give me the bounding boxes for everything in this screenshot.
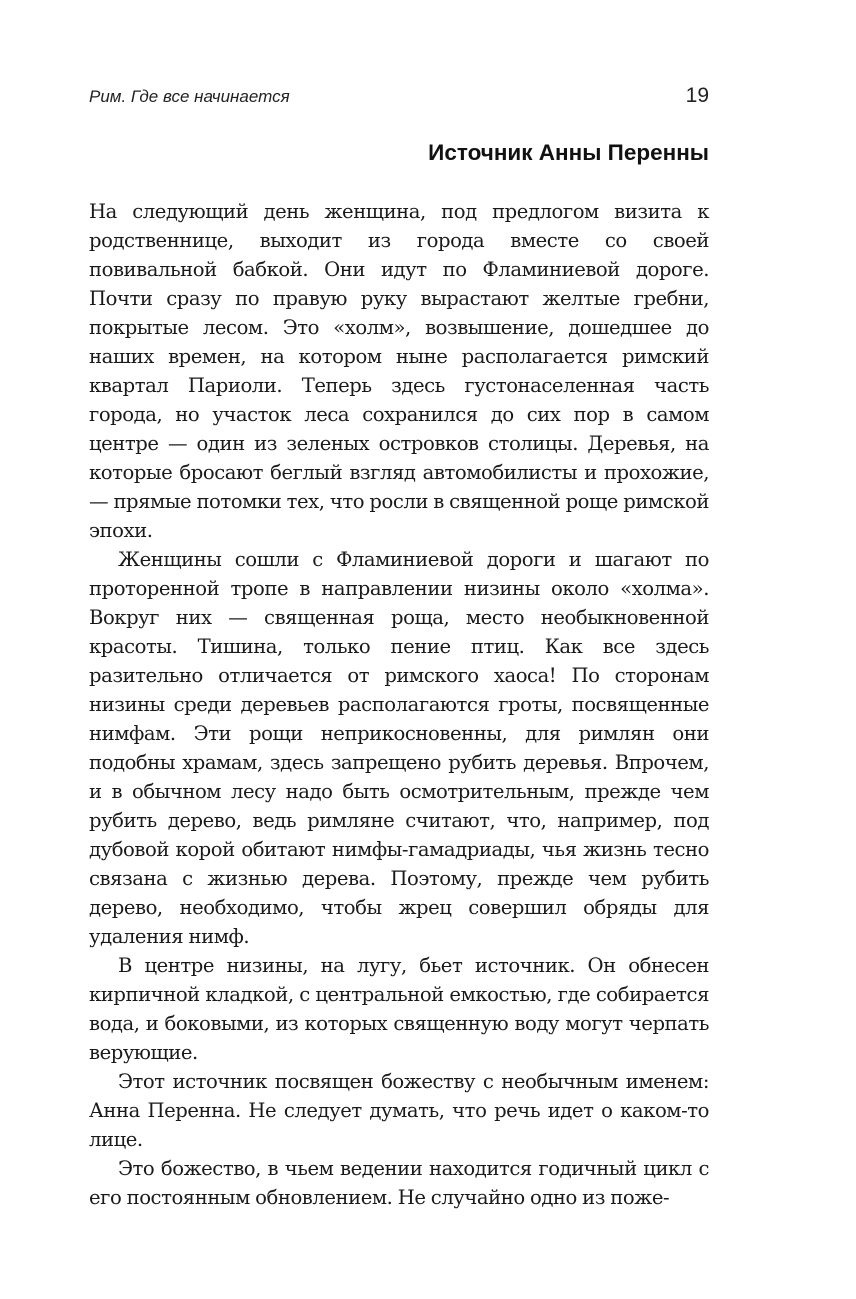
running-head	[89, 84, 709, 112]
paragraph: Этот источник посвящен божеству с необычным именем: Анна Перенна. Не следует думать, что речь идет о каком-то лице.	[89, 1070, 709, 1151]
paragraph: На следующий день женщина, под предлогом визита к родственнице, выходит из города вместе со своей повивальной бабкой. Они идут по Фламиниевой дороге. Почти сразу по правую руку вырастают желтые гребни, покрытые лесом. Это «холм», возвышение, дошедшее до наших времен, на котором ныне располагается римский квартал Париоли. Теперь здесь густонаселенная часть города, но участок леса сохранился до сих пор в самом центре — один из зеленых островков столицы. Деревья, на которые бросают беглый взгляд автомобилисты и прохожие, — прямые потомки тех, что росли в священной роще римской эпохи.	[89, 200, 709, 542]
body-text	[89, 197, 709, 1212]
page-number: 19	[685, 84, 709, 107]
running-title: Рим. Где все начинается	[89, 87, 290, 106]
paragraph: Это божество, в чьем ведении находится годичный цикл с его постоянным обновлением. Не случайно одно из поже-	[89, 1157, 709, 1209]
section-title: Источник Анны Перенны	[428, 140, 709, 165]
paragraph: Женщины сошли с Фламиниевой дороги и шагают по проторенной тропе в направлении низины около «холма». Вокруг них — священная роща, место необыкновенной красоты. Тишина, только пение птиц. Как все здесь разительно отличается от римского хаоса! По сторонам низины среди деревьев располагаются гроты, посвященные нимфам. Эти рощи неприкосновенны, для римлян они подобны храмам, здесь запрещено рубить деревья. Впрочем, и в обычном лесу надо быть осмотрительным, прежде чем рубить дерево, ведь римляне считают, что, например, под дубовой корой обитают нимфы-гамадриады, чья жизнь тесно связана с жизнью дерева. Поэтому, прежде чем рубить дерево, необходимо, чтобы жрец совершил обряды для удаления нимф.	[89, 548, 709, 948]
paragraph: В центре низины, на лугу, бьет источник. Он обнесен кирпичной кладкой, с центральной емкостью, где собирается вода, и боковыми, из которых священную воду могут черпать верующие.	[89, 954, 709, 1064]
